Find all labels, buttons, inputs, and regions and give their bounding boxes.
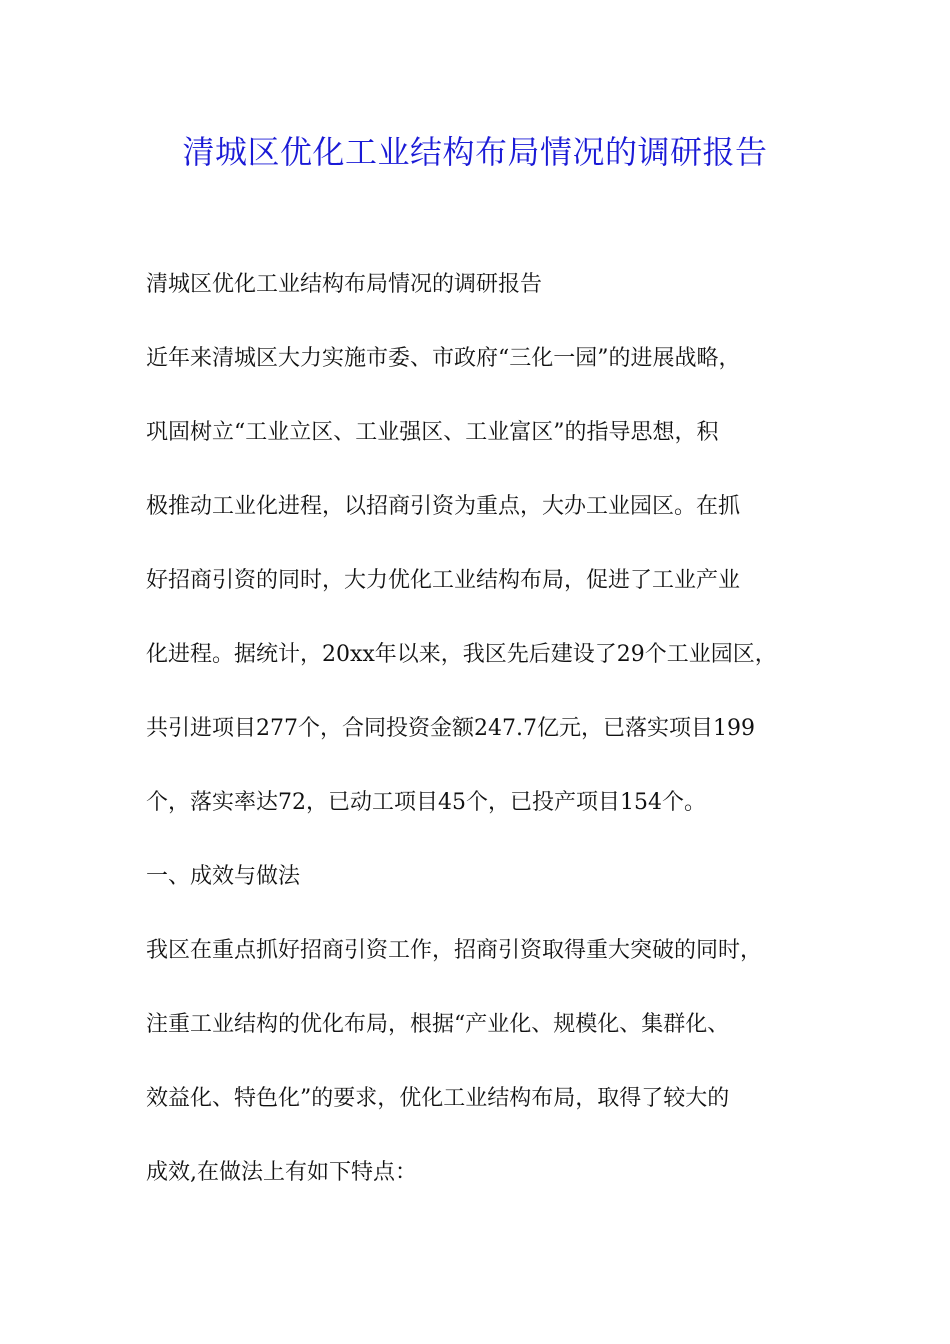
- paragraph-line: 我区在重点抓好招商引资工作，招商引资取得重大突破的同时，: [146, 938, 763, 963]
- document-title: 清城区优化工业结构布局情况的调研报告: [182, 133, 768, 171]
- paragraph-line: 近年来清城区大力实施市委、市政府“三化一园”的进展战略，: [146, 346, 741, 371]
- paragraph-line: 共引进项目277个，合同投资金额247.7亿元，已落实项目199: [146, 716, 755, 741]
- paragraph-line: 成效,在做法上有如下特点：: [146, 1160, 417, 1185]
- paragraph-line: 化进程。据统计，20xx年以来，我区先后建设了29个工业园区，: [146, 642, 777, 667]
- section-heading: 一、成效与做法: [146, 864, 301, 889]
- paragraph-line: 个，落实率达72，已动工项目45个，已投产项目154个。: [146, 790, 706, 815]
- paragraph-line: 极推动工业化进程，以招商引资为重点，大办工业园区。在抓: [146, 494, 741, 519]
- paragraph-line: 好招商引资的同时，大力优化工业结构布局，促进了工业产业: [146, 568, 741, 593]
- paragraph-line: 巩固树立“工业立区、工业强区、工业富区”的指导思想，积: [146, 420, 719, 445]
- paragraph-line: 注重工业结构的优化布局，根据“产业化、规模化、集群化、: [146, 1012, 730, 1037]
- subtitle-line: 清城区优化工业结构布局情况的调研报告: [146, 272, 543, 297]
- document-body: [146, 262, 826, 1224]
- paragraph-line: 效益化、特色化”的要求，优化工业结构布局，取得了较大的: [146, 1086, 730, 1111]
